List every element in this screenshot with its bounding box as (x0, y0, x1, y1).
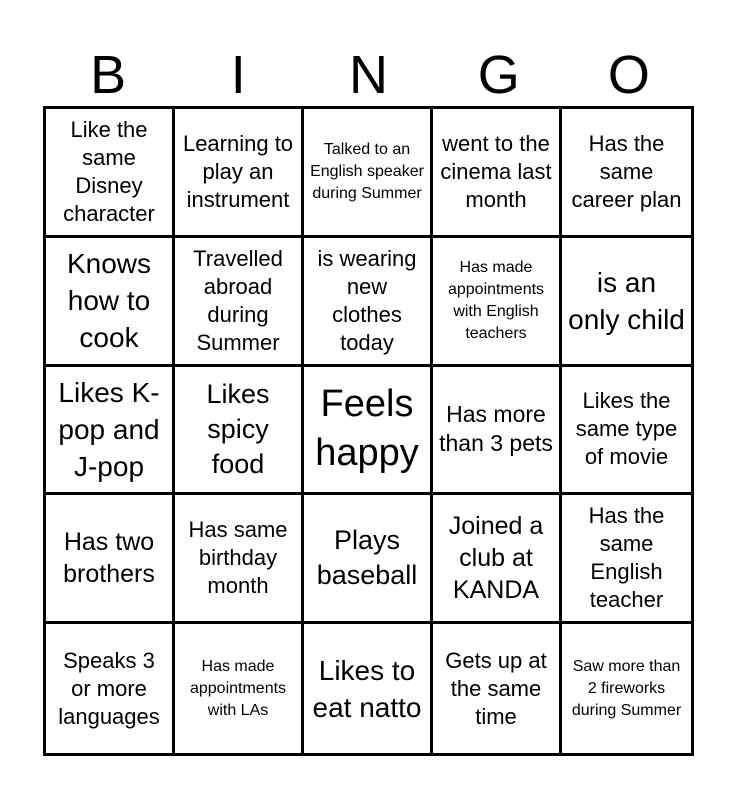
bingo-cell-r5c3[interactable] (304, 624, 433, 753)
header-letter-n: N (348, 45, 388, 105)
bingo-cell-r5c5[interactable] (562, 624, 691, 753)
header-letter-o: O (607, 45, 650, 105)
bingo-cell-r1c2[interactable] (175, 109, 304, 238)
cell-text: Likes the same type of movie (575, 388, 678, 470)
cell-text: Has made appointments with English teachers (447, 258, 545, 342)
cell-text: Likes to eat natto (312, 654, 422, 723)
bingo-board (43, 106, 694, 756)
cell-text: Travelled abroad during Summer (193, 245, 283, 355)
bingo-cell-r2c3[interactable] (304, 238, 433, 367)
cell-text: Talked to an English speaker during Summer (310, 140, 424, 202)
bingo-cell-r1c1[interactable] (46, 109, 175, 238)
bingo-cell-r2c1[interactable] (46, 238, 175, 367)
cell-text: Has two brothers (63, 528, 155, 589)
bingo-cell-r5c2[interactable] (175, 624, 304, 753)
bingo-cell-r2c4[interactable] (433, 238, 562, 367)
cell-text: Has the same English teacher (588, 503, 665, 613)
bingo-cell-r3c5[interactable] (562, 367, 691, 496)
bingo-cell-r1c4[interactable] (433, 109, 562, 238)
cell-text: Feels happy (315, 383, 419, 475)
bingo-header (43, 40, 694, 104)
bingo-cell-r4c3[interactable] (304, 495, 433, 624)
cell-text: Joined a club at KANDA (448, 512, 544, 605)
bingo-cell-r2c5[interactable] (562, 238, 691, 367)
header-letter-b: B (90, 45, 127, 105)
cell-text: Has made appointments with LAs (189, 657, 287, 719)
bingo-cell-r2c2[interactable] (175, 238, 304, 367)
bingo-cell-r5c4[interactable] (433, 624, 562, 753)
cell-text: Has more than 3 pets (439, 401, 553, 457)
cell-text: Speaks 3 or more languages (58, 647, 160, 729)
bingo-cell-r3c1[interactable] (46, 367, 175, 496)
cell-text: went to the cinema last month (440, 130, 552, 212)
bingo-cell-r4c1[interactable] (46, 495, 175, 624)
cell-text: Plays baseball (316, 525, 418, 591)
cell-text: Likes K-pop and J-pop (58, 376, 160, 482)
cell-text: is an only child (568, 266, 685, 335)
cell-text: Like the same Disney character (63, 116, 155, 226)
bingo-cell-r4c5[interactable] (562, 495, 691, 624)
bingo-cell-r1c5[interactable] (562, 109, 691, 238)
bingo-cell-r4c2[interactable] (175, 495, 304, 624)
cell-text: is wearing new clothes today (317, 245, 417, 355)
bingo-cell-free-space[interactable] (304, 367, 433, 496)
bingo-cell-r3c4[interactable] (433, 367, 562, 496)
header-letter-i: I (230, 45, 246, 105)
bingo-cell-r3c2[interactable] (175, 367, 304, 496)
cell-text: Knows how to cook (66, 248, 152, 354)
cell-text: Has same birthday month (188, 517, 288, 599)
header-letter-g: G (477, 45, 520, 105)
cell-text: Has the same career plan (571, 130, 682, 212)
cell-text: Learning to play an instrument (182, 130, 294, 212)
cell-text: Saw more than 2 fireworks during Summer (571, 657, 682, 719)
cell-text: Gets up at the same time (445, 647, 547, 729)
cell-text: Likes spicy food (206, 378, 270, 479)
bingo-cell-r5c1[interactable] (46, 624, 175, 753)
bingo-cell-r4c4[interactable] (433, 495, 562, 624)
bingo-cell-r1c3[interactable] (304, 109, 433, 238)
